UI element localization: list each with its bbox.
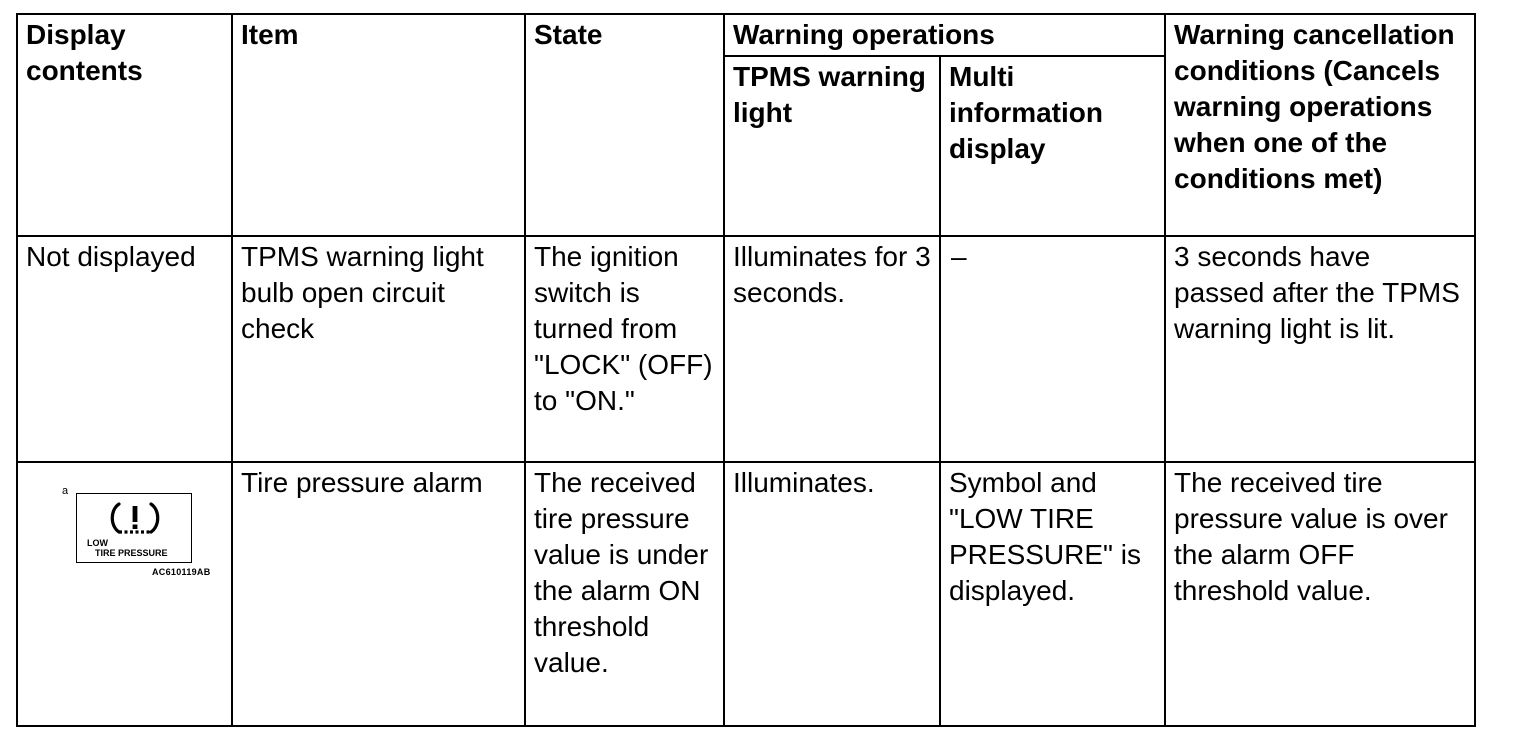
dash-text: – xyxy=(951,241,967,272)
cell-cancellation: 3 seconds have passed after the TPMS warning light is lit. xyxy=(1165,236,1475,462)
cell-display-contents: Not displayed xyxy=(17,236,232,462)
figure-code: AC610119AB xyxy=(152,567,211,577)
callout-letter: a xyxy=(62,485,69,497)
cell-state: The ignition switch is turned from "LOCK" (OFF) to "ON." xyxy=(525,236,724,462)
display-illustration xyxy=(26,479,226,589)
cell-item: TPMS warning light bulb open circuit check xyxy=(232,236,525,462)
cell-display-contents xyxy=(17,462,232,726)
cell-tpms-warning-light: Illuminates. xyxy=(724,462,940,726)
table-row xyxy=(17,462,1475,726)
cell-cancellation: The received tire pressure value is over the alarm OFF threshold value. xyxy=(1165,462,1475,726)
cell-tpms-warning-light: Illuminates for 3 seconds. xyxy=(724,236,940,462)
header-row xyxy=(17,14,1475,56)
header-warning-cancellation: Warning cancellation conditions (Cancels warning operations when one of the conditions met) xyxy=(1165,14,1475,236)
cell-multi-information-display: Symbol and "LOW TIRE PRESSURE" is displayed. xyxy=(940,462,1165,726)
tire-pressure-label: TIRE PRESSURE xyxy=(95,548,168,558)
header-tpms-warning-light: TPMS warning light xyxy=(724,56,940,236)
header-warning-operations: Warning operations xyxy=(724,14,1165,56)
tpms-warning-table xyxy=(16,13,1476,727)
header-state: State xyxy=(525,14,724,236)
table-row xyxy=(17,236,1475,462)
cell-item: Tire pressure alarm xyxy=(232,462,525,726)
header-display-contents: Display contents xyxy=(17,14,232,236)
header-multi-information-display: Multi information display xyxy=(940,56,1165,236)
cell-state: The received tire pressure value is under the alarm ON threshold value. xyxy=(525,462,724,726)
cell-multi-information-display xyxy=(940,236,1165,462)
tire-pressure-warning-icon xyxy=(107,500,163,538)
low-label: LOW xyxy=(87,538,108,548)
display-panel xyxy=(76,493,192,563)
header-item: Item xyxy=(232,14,525,236)
